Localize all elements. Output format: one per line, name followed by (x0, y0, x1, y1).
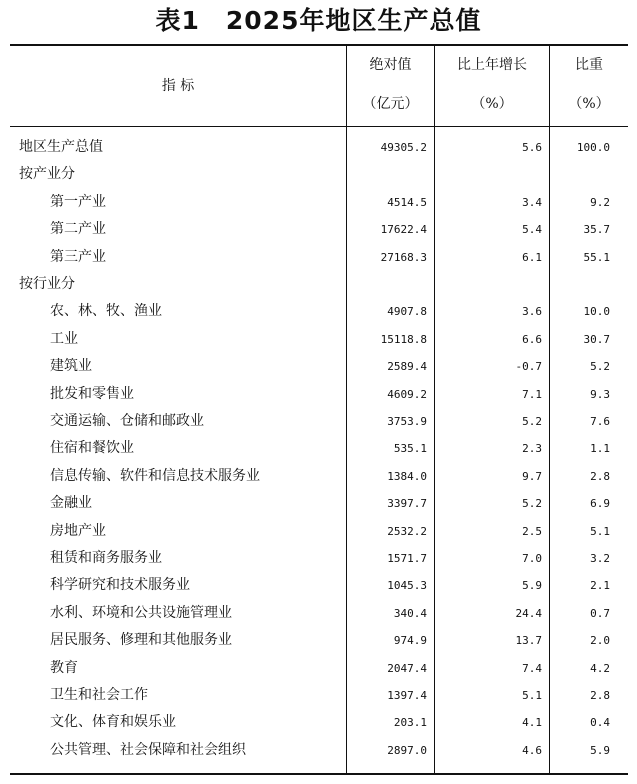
row-indicator-name: 交通运输、仓储和邮政业 (50, 413, 204, 429)
row-indicator-name: 第一产业 (50, 193, 106, 210)
table-row (10, 708, 628, 735)
header-rule (10, 126, 628, 127)
bottom-rule (10, 773, 628, 775)
row-growth: 4.1 (522, 716, 542, 730)
row-indicator-name: 批发和零售业 (50, 385, 134, 402)
row-share: 35.7 (583, 223, 610, 237)
row-share: 2.8 (590, 469, 610, 483)
row-abs-value: 4609.2 (387, 387, 427, 401)
row-indicator-name: 房地产业 (50, 522, 106, 539)
row-growth: 7.0 (522, 552, 542, 565)
table-row (10, 270, 628, 297)
table-row (10, 243, 628, 270)
header-growth-unit: （%） (471, 96, 513, 112)
row-abs-value: 2589.4 (387, 360, 427, 374)
row-share: 5.2 (590, 360, 610, 374)
row-abs-value: 1384.0 (387, 469, 427, 483)
table-row (10, 352, 628, 379)
row-growth: 24.4 (515, 606, 542, 620)
row-share: 5.1 (590, 524, 610, 538)
row-share: 100.0 (576, 141, 610, 154)
row-share: 30.7 (583, 332, 610, 346)
row-abs-value: 4907.8 (387, 305, 427, 319)
header-indicator: 指 标 (161, 78, 195, 94)
row-indicator-name: 第三产业 (50, 248, 106, 265)
row-growth: 2.5 (522, 524, 542, 538)
table-row (10, 544, 628, 571)
row-abs-value: 1045.3 (387, 579, 427, 593)
row-abs-value: 49305.2 (380, 141, 427, 154)
row-growth: 5.1 (522, 689, 542, 702)
table-row (10, 160, 628, 187)
row-abs-value: 17622.4 (380, 223, 427, 237)
row-abs-value: 2532.2 (387, 524, 427, 538)
table-row (10, 188, 628, 215)
row-growth: 5.9 (522, 579, 542, 593)
row-growth: 5.4 (522, 223, 542, 237)
table-row (10, 681, 628, 708)
row-growth: -0.7 (515, 360, 542, 374)
row-indicator-name: 科学研究和技术服务业 (50, 577, 190, 594)
row-growth: 2.3 (522, 442, 542, 456)
row-share: 0.4 (590, 716, 610, 730)
row-indicator-name: 信息传输、软件和信息技术服务业 (50, 467, 260, 484)
row-share: 9.3 (590, 387, 610, 401)
row-share: 6.9 (590, 497, 610, 511)
row-growth: 4.6 (522, 743, 542, 757)
row-indicator-name: 水利、环境和公共设施管理业 (50, 604, 232, 621)
row-share: 7.6 (590, 415, 610, 428)
gdp-table (10, 44, 628, 776)
top-rule (10, 44, 628, 46)
table-row (10, 599, 628, 626)
row-indicator-name: 住宿和餐饮业 (50, 440, 134, 457)
row-share: 2.0 (590, 634, 610, 648)
table-row (10, 215, 628, 242)
row-share: 2.1 (590, 579, 610, 593)
row-abs-value: 203.1 (393, 716, 427, 730)
table-row (10, 297, 628, 324)
row-growth: 3.6 (522, 305, 542, 319)
table-title: 表1 2025年地区生产总值 (155, 6, 482, 35)
header-growth: 比上年增长 (457, 57, 527, 73)
row-growth: 6.1 (522, 250, 542, 264)
row-growth: 3.4 (522, 195, 542, 209)
table-row (10, 434, 628, 461)
row-share: 4.2 (590, 661, 610, 675)
row-indicator-name: 第二产业 (50, 221, 106, 238)
row-indicator-name: 卫生和社会工作 (50, 687, 148, 703)
row-indicator-name: 租赁和商务服务业 (50, 550, 162, 566)
row-growth: 5.6 (522, 141, 542, 154)
row-abs-value: 27168.3 (380, 250, 427, 264)
table-row (10, 407, 628, 434)
row-indicator-name: 居民服务、修理和其他服务业 (50, 632, 232, 649)
row-indicator-name: 农、林、牧、渔业 (50, 303, 162, 320)
row-share: 3.2 (590, 552, 610, 565)
row-growth: 7.4 (522, 661, 542, 675)
table-row (10, 325, 628, 352)
header-share-unit: （%） (568, 96, 610, 112)
row-indicator-name: 按产业分 (19, 166, 75, 183)
row-share: 9.2 (590, 195, 610, 209)
row-abs-value: 4514.5 (387, 195, 427, 209)
row-abs-value: 535.1 (393, 442, 427, 456)
row-indicator-name: 按行业分 (19, 276, 75, 292)
row-abs-value: 2897.0 (387, 743, 427, 757)
row-abs-value: 340.4 (393, 606, 427, 620)
row-abs-value: 974.9 (393, 634, 427, 648)
row-indicator-name: 建筑业 (50, 358, 92, 375)
row-abs-value: 2047.4 (387, 661, 427, 675)
header-abs-value: 绝对值 (369, 57, 412, 73)
row-growth: 13.7 (515, 634, 542, 648)
table-row (10, 489, 628, 516)
row-indicator-name: 文化、体育和娱乐业 (50, 714, 176, 731)
header-share: 比重 (575, 57, 603, 73)
row-growth: 5.2 (522, 497, 542, 511)
table-row (10, 517, 628, 544)
row-indicator-name: 地区生产总值 (19, 139, 103, 155)
table-row (10, 462, 628, 489)
table-row (10, 571, 628, 598)
row-abs-value: 3753.9 (387, 415, 427, 428)
table-row (10, 380, 628, 407)
row-growth: 6.6 (522, 332, 542, 346)
row-share: 55.1 (583, 250, 610, 264)
row-share: 5.9 (590, 743, 610, 757)
table-row (10, 133, 628, 160)
row-abs-value: 3397.7 (387, 497, 427, 511)
row-share: 2.8 (590, 689, 610, 702)
table-row (10, 736, 628, 763)
row-growth: 5.2 (522, 415, 542, 428)
row-share: 1.1 (590, 442, 610, 456)
table-row (10, 626, 628, 653)
row-abs-value: 1571.7 (387, 552, 427, 565)
row-growth: 7.1 (522, 387, 542, 401)
row-indicator-name: 公共管理、社会保障和社会组织 (50, 741, 246, 758)
row-growth: 9.7 (522, 469, 542, 483)
row-abs-value: 15118.8 (380, 332, 427, 346)
row-share: 0.7 (590, 606, 610, 620)
table-row (10, 654, 628, 681)
row-indicator-name: 教育 (50, 659, 78, 676)
header-abs-unit: （亿元） (362, 96, 419, 112)
row-indicator-name: 工业 (50, 330, 78, 347)
row-indicator-name: 金融业 (50, 495, 92, 512)
row-share: 10.0 (583, 305, 610, 319)
row-abs-value: 1397.4 (387, 689, 427, 702)
